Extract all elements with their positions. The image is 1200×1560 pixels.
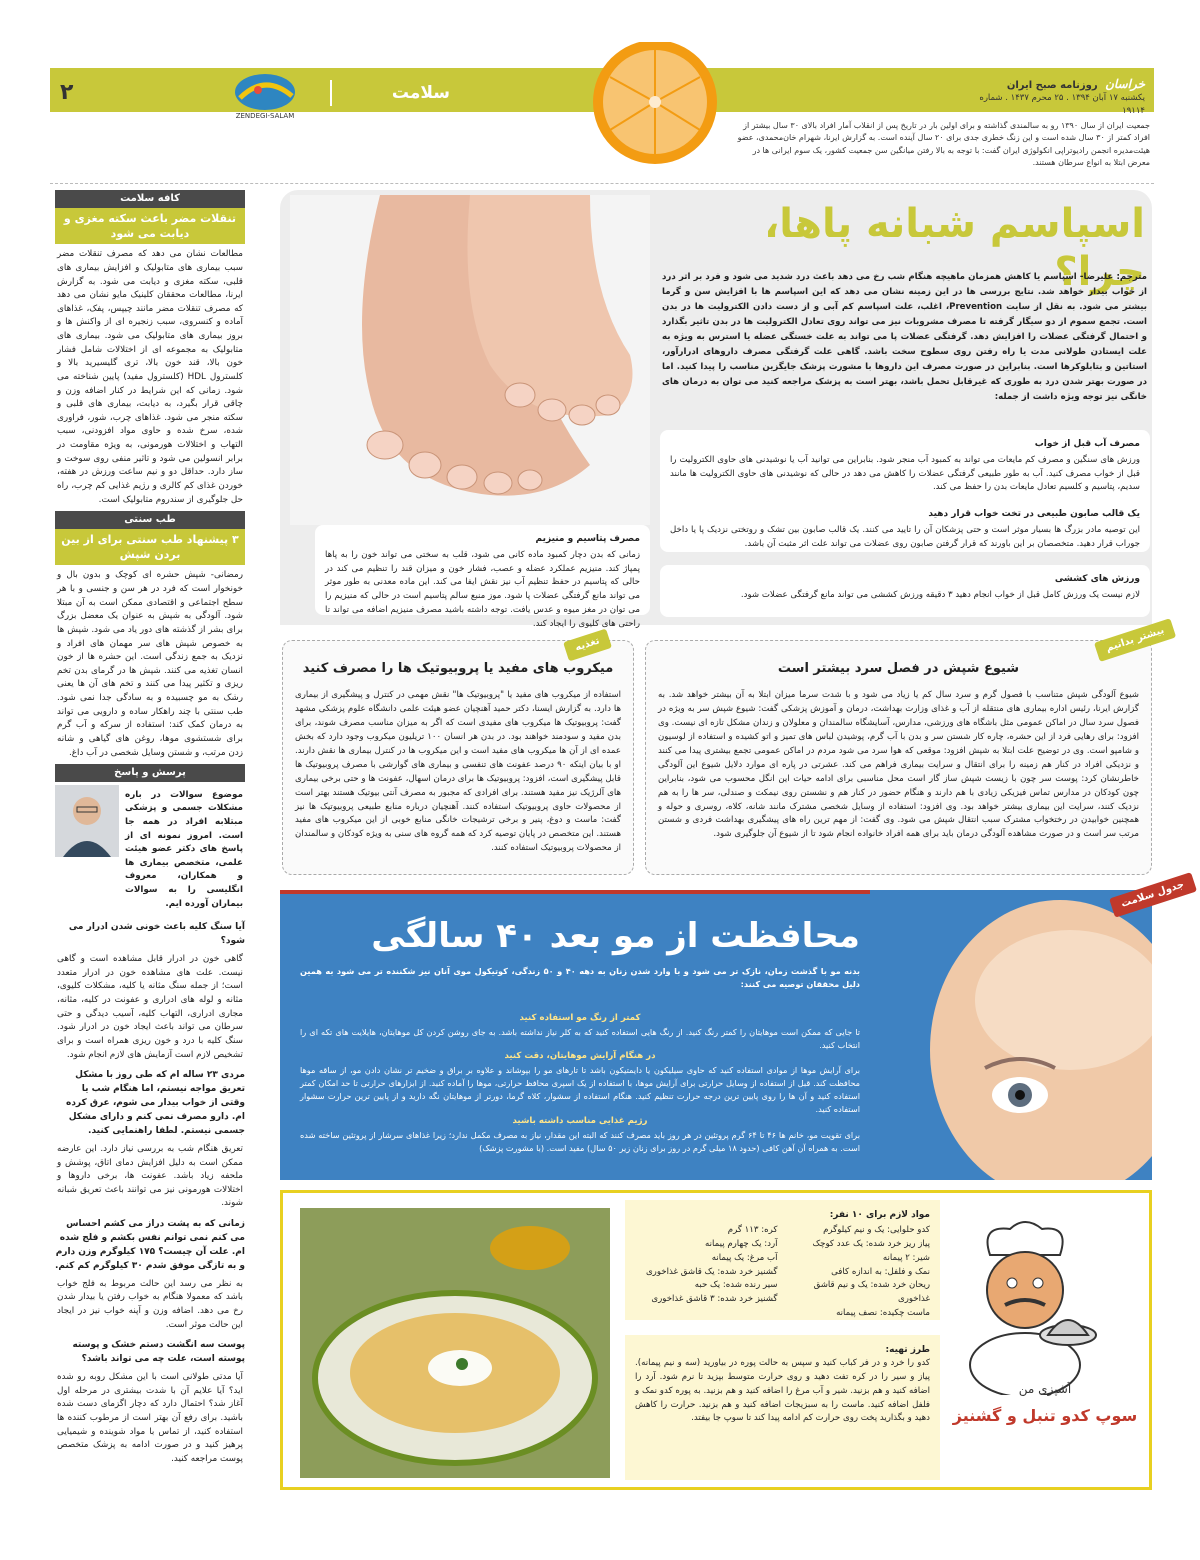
ingredient-item: ریحان خرد شده: یک و نیم قاشق غذاخوری <box>813 1280 930 1305</box>
tip-card <box>660 565 1150 617</box>
hair-section-text: تا جایی که ممکن است موهایتان را کمتر رنگ کنید. از رنگ هایی استفاده کنید که به کلر نیاز نداشته باشد. به جای روشن کردن کل موهایتان، هایلایت های تکه ای را انتخاب کنید. <box>300 1026 860 1050</box>
tip-title: مصرف آب قبل از خواب <box>1034 439 1140 449</box>
hair-article-intro: بدنه مو با گذشت زمان، نازک تر می شود و با وارد شدن زنان به دهه ۴۰ و ۵۰ زندگی، کوتیکول موی آنان نیز شکننده تر می شود به همین دلیل محققان توصیه می کنند: <box>300 966 860 990</box>
qa-section-title: پرسش و پاسخ <box>55 764 245 782</box>
ingredient-item: سیر رنده شده: یک حبه <box>694 1280 778 1291</box>
recipe-section-tag: آشپزی من <box>1018 1382 1072 1396</box>
doctor-portrait <box>55 785 119 857</box>
qa-question: پوست سه انگشت دستم خشک و پوسته پوسته است، علت چه می تواند باشد؟ <box>72 1340 245 1365</box>
tip-text: زمانی که بدن دچار کمبود ماده کانی می شود، قلب به سختی می تواند خون را به پاها پمپاژ کند. منیزیم عملکرد عضله و عصب، فشار خون و میزان قند را تنظیم می کند در حالی که پتاسیم در حفظ تنظیم آب نیز نقش ایفا می کند. این ماده معدنی به طور موثر می تواند مانع گرفتگی عضلات پا شود. موز منبع سالم پتاسیم است در حالی که منیزیم را می توان در مغز میوه و عدس یافت. توجه داشته باشید مصرف منیزیم اضافه می تواند تا راحتی های کلیوی را ایجاد کند. <box>325 549 640 629</box>
ingredient-item: شیر: ۲ پیمانه <box>882 1252 930 1263</box>
know-more-badge: بیشتر بدانیم <box>1094 618 1177 661</box>
soup-bowl-photo <box>300 1208 610 1478</box>
hair-section-title: رژیم غذایی مناسب داشته باشید <box>512 1116 648 1126</box>
traditional-headline: ۳ پیشنهاد طب سنتی برای از بین بردن شپش <box>55 529 245 566</box>
bald-man-photo <box>870 890 1152 1180</box>
chef-illustration <box>950 1215 1100 1395</box>
hair-section-text: برای تقویت مو، خانم ها ۴۶ تا ۶۴ گرم پروتئین در هر روز باید مصرف کنند که البته این مقدار، نیاز به مصرف مکمل ندارد؛ زیرا غذاهای سرشار از پروتئین ساخته شده است. به همراه آن آهن کافی (حدود ۱۸ میلی گرم در روز برای زنان زیر ۵۰ سال) مفید است. (با مشورت پزشک) <box>300 1129 860 1153</box>
hair-section-text: برای آرایش موها از موادی استفاده کنید که حاوی سیلیکون یا دایمتیکون باشد تا تارهای مو را بپوشاند و علاوه بر براق و ضخیم تر نشان دادن مو، از ساقه موها محافظت کند. قبل از استفاده از وسایل حرارتی برای آرایش موها، با استفاده از یک اسپری محافظ حرارتی، موها را آماده کنید. از ابزارهای حرارتی تا حد امکان کمتر استفاده کنید و آن ها را روی پایین ترین درجه حرارت تنظیم کنید. هنگام استفاده از سشوار، کلاه گرما، دورتر از موهایتان نگه دارید و از پایین ترین حرارت سشوار استفاده کنید. <box>300 1064 860 1115</box>
tip-text: این توصیه مادر بزرگ ها بسیار موثر است و حتی پزشکان آن را تایید می کنند. یک قالب صابون بین تشک و روتختی نزدیک پا یا داخل جوراب قرار دهید. متخصصان بر این باورند که قرار گرفتن صابون روی عضلات می تواند علت اثر مثبت آن باشد. <box>670 524 1140 549</box>
hair-section <box>300 1012 860 1052</box>
cafe-headline: تنقلات مضر باعث سکته مغزی و دیابت می شود <box>55 208 245 245</box>
tip-card <box>660 500 1150 552</box>
hair-section-title: کمتر از رنگ مو استفاده کنید <box>519 1013 641 1023</box>
qa-answer: گاهی خون در ادرار قابل مشاهده است و گاهی نیست. علت های مشاهده خون در ادرار متعدد است؛ از جمله سنگ مثانه یا کلیه، مشکلات کلیوی، مثانه و لوله های ادراری و عفونت در کلیه، مثانه، مجاری ادراری، التهاب کلیه، آسیب دیدگی و حتی سرطان می تواند باعث ایجاد خون در ادرار شود. سنگ کلیه با درد و خون ریزی همراه است و برای تشخیص لازم است آزمایش های لازم انجام شود. <box>57 954 243 1060</box>
qa-header <box>55 782 245 919</box>
qa-answer: تعریق هنگام شب به بررسی نیاز دارد. این عارضه ممکن است به دلیل افزایش دمای اتاق، پوشش و ملحفه زیاد باشد. عفونت ها، برخی داروها و اختلالات هورمونی نیز می توانند باعث تعریق شبانه شوند. <box>57 1143 243 1209</box>
tip-text: لازم نیست یک ورزش کامل قبل از خواب انجام دهید ۳ دقیقه ورزش کششی می تواند مانع گرفتگی عضلات شود. <box>740 589 1140 600</box>
issue-date: یکشنبه ۱۷ آبان ۱۳۹۴ . ۲۵ محرم ۱۴۳۷ . شماره ۱۹۱۱۴ <box>979 93 1145 117</box>
ingredient-item: کره: ۱۱۳ گرم <box>727 1225 778 1236</box>
paper-name <box>975 75 1145 94</box>
cafe-section-title: کافه سلامت <box>55 190 245 208</box>
hair-section <box>300 1050 860 1116</box>
zendegi-salam-logo <box>210 68 320 124</box>
page-number: ۲ <box>60 80 74 105</box>
tip-text: ورزش های سنگین و مصرف کم مایعات می تواند به کمبود آب منجر شود. بنابراین می توانید آب یا نوشیدنی های حاوی الکترولیت را قبل از خواب مصرف کنید. آب به طور طبیعی گرفتگی عضلات را کاهش می دهد در حالی که نوشیدنی های حاوی الکترولیت ها مانند سدیم، پتاسیم و کلسیم تعادل مایعات بدن را حفظ می کند. <box>670 454 1140 493</box>
tip-title: ورزش های کششی <box>1054 574 1140 584</box>
health-table-badge: جدول سلامت <box>1109 872 1196 917</box>
traditional-section-title: طب سنتی <box>55 511 245 529</box>
dashed-divider <box>50 170 1154 184</box>
ingredient-item: ماست چکیده: نصف پیمانه <box>836 1307 930 1318</box>
qa-question: آیا سنگ کلیه باعث خونی شدن ادرار می شود؟ <box>68 922 245 947</box>
hair-article-title: محافظت از مو بعد ۴۰ سالگی <box>371 916 860 956</box>
ingredients-box <box>625 1200 940 1320</box>
ingredient-item: کدو حلوایی: یک و نیم کیلوگرم <box>823 1225 930 1236</box>
ingredient-item: آرد: یک چهارم پیمانه <box>705 1239 778 1250</box>
qa-question: زمانی که به پشت دراز می کشم احساس می کنم نمی توانم نفس بکشم و فلج شده ام. علت آن چیست؟ ۱۷۵ کیلوگرم وزن دارم و به تازگی موفق شدم ۳۰ کیلوگرم کم کنم. <box>55 1219 245 1271</box>
nutrition-badge: تغذیه <box>563 629 612 661</box>
probiotic-article <box>282 640 634 875</box>
qa-answer: به نظر می رسد این حالت مربوط به فلج خواب باشد که معمولا هنگام به خواب رفتن یا بیدار شدن رخ می دهد. اضافه وزن و آپنه خواب نیز در ایجاد این حالت موثر است. <box>57 1278 243 1330</box>
method-text: کدو را خرد و در فر کباب کنید و سپس به حالت پوره در بیاورید (سه و نیم پیمانه). پیاز و سیر را در کره تفت دهید و روی حرارت متوسط بپزید تا نرم شود. آرد را اضافه کنید و هم بزنید. شیر و آب مرغ را اضافه کنید و هم بزنید. به پوره کدو نمک و فلفل اضافه کنید. ماست را به سبزیجات اضافه کنید و هم بزنید. حرارت را کاهش دهید و بگذارید پخت روی حرارت کم ادامه پیدا کند تا سوپ جا بیفتد. <box>635 1358 930 1424</box>
feet-photo <box>290 195 650 525</box>
lead-news: جمعیت ایران از سال ۱۳۹۰ رو به سالمندی گذاشته و برای اولین بار در تاریخ پس از انقلاب آمار افراد بالای ۳۰ سال بیشتر از افراد کمتر از ۳۰ سال شده است و این زنگ خطری جدی برای ۲۰ سال آینده است. به گزارش ایرنا، شهرام خان‌محمدی، عضو هیئت‌مدیره انجمن رادیوتراپی انکولوژی ایران گفت: با توجه به بالا رفتن میانگین سن جمعیت کشور، یک سوم ایرانی ها در معرض ابتلا به انواع سرطان هستند. <box>737 121 1150 168</box>
method-title: طرز تهیه: <box>885 1345 930 1355</box>
lice-text: شیوع آلودگی شپش متناسب با فصول گرم و سرد سال کم یا زیاد می شود و با شدت سرما میزان ابتلا به آن بیشتر خواهد شد. به گزارش ایرنا، رئیس اداره بیماری های منتقله از آب و غذای وزارت بهداشت، درمان و آموزش پزشکی گفت: شیوع شپش سر به ویژه در فصول سرد سال در اماکن عمومی مثل باشگاه های ورزشی، مدارس، آسایشگاه سالمندان و معلولان و زندان مشکل تازه ای نیست. وی افزود: برای رهایی فرد از این حشره، چاره کار شستن سر و بدن با آب گرم، پوشیدن لباس های تمیز و اتو کشیده و استفاده از لوسیون و شامپو است. وی در توضیح علت ابتلا به شپش افزود: موقعی که هوا سرد می شود مردم در اماکن عمومی تجمع بیشتری پیدا می کنند و نزدیکی افراد در کنار هم زمینه را برای انتقال و سرایت بیماری فراهم می کند. عشرتی در پاره ای موارد دلایل شیوع این آلودگی خاطرنشان کرد: پوست سر چون با زیست شپش ساز گار است محل مناسبی برای ادامه حیات این انگل محسوب می شود، بنابراین چون کودکان در مدارس تماس فیزیکی زیادی با هم دارند و هنگام حضور در کنار هم و نشستن روی نیمکت و صندلی، سر ها را به هم نزدیک کنند، سرایت این بیماری بیشتر خواهد بود. وی افزود: استفاده از وسایل شخصی مشترک مانند شانه، کلاه، روسری و حوله و همچنین خوابیدن در رختخواب مشترک سبب انتقال شپش می شود. وی گفت: از مهم ترین راه های پیشگیری بهداشت فردی و شستن مرتب سر است و در صورت مشاهده آلودگی درمان باید برای همه افراد خانواده انجام شود تا از شیوع آن جلوگیری شود. <box>658 690 1139 840</box>
ingredient-item: پیاز ریز خرد شده: یک عدد کوچک <box>812 1239 930 1250</box>
ingredients-column <box>635 1224 778 1320</box>
main-article-intro: مترجم: علیرضا- اسپاسم یا کاهش همزمان ماهیچه هنگام شب رخ می دهد باعث درد شدید می شود و فرد بر اثر درد از خواب بیدار خواهد شد. نتایج بررسی ها در این زمینه نشان می دهد که این اسپاسم ها با افزایش سن و گرما بیشتر می شود. به نقل از سایت Prevention، اغلب، علت اسپاسم کم آبی و از دست دادن الکترولیت ها در بدن است. تجمع سموم از دو سیگار گرفته تا مصرف مشروبات نیز می تواند روی تعادل الکترولیت ها در بدن تاثیر بگذارد و احتمال گرفتگی عضلات را افزایش دهد. گرفتگی عضلات پا می تواند به علت خستگی عضله یا استرس به ویژه به علت ایستادن طولانی مدت یا راه رفتن روی سطوح سخت باشد. گاهی علت گرفتگی مصرف داروهای ادرارآور، استاتین و بتابلوکرها است. بنابراین در صورت مصرف این داروها با مشورت پزشک جایگزین مناسب را پیدا کنید. اما در صورت بهتر شدن درد به طوری که غیرقابل تحمل باشد، بهتر است به پزشک مراجعه کنید می توان به درمان های خانگی نیز توجه ویژه داشت از جمله: <box>662 272 1147 403</box>
qa-question: مردی ۲۳ ساله ام که طی روز با مشکل تعریق مواجه نیستم، اما هنگام شب یا وقتی از خواب بیدار می شوم، عرق کرده ام. دارو مصرف نمی کنم و دارای مشکل جسمی نیستم. لطفا راهنمایی کنید. <box>66 1070 245 1136</box>
tip-title: مصرف پتاسیم و منیزیم <box>535 534 640 544</box>
traditional-text: رمضانی- شپش حشره ای کوچک و بدون بال و خونخوار است که فرد در هر سن و جنسی و با هر سطح اجتماعی و اقتصادی ممکن است به آن مبتلا شود. آلودگی به شپش به عنوان یک معضل بزرگ برای بشر از گذشته های دور یاد می شود. شپش ها به خصوص شپش های سر مهمان های افراد و نزدیک به جمع زندگی است. این حشره ها از خون انسان تغذیه می کنند. شپش ها در گرمای بدن تخم ریزی و تکثیر پیدا می کنند و تخم های آن ها یعنی رشک به مو چسبیده و به سادگی جدا نمی شود. طب سنتی با چند راهکار ساده و دارویی می تواند به درمان کمک کند: استفاده از سرکه و آب گرم برای شستشوی موها، روغن های گیاهی و شانه زدن مرتب، و شستن وسایل شخصی در آب داغ. <box>57 570 243 758</box>
lice-article <box>645 640 1152 875</box>
ingredient-item: گشنیز خرد شده: یک قاشق غذاخوری <box>645 1266 778 1277</box>
potassium-tip-card <box>315 525 650 629</box>
paper-subtitle: روزنامه صبح ایران <box>1006 80 1098 91</box>
logo-caption: ZENDEGI-SALAM <box>235 112 295 120</box>
tip-title: یک قالب صابون طبیعی در تخت خواب قرار دهید <box>928 509 1140 519</box>
hair-section-title: در هنگام آرایش موهایتان، دقت کنید <box>504 1051 656 1061</box>
hair-section <box>300 1115 860 1155</box>
ingredients-title: مواد لازم برای ۱۰ نفر: <box>829 1210 930 1220</box>
brand-name: خراسان <box>1105 77 1145 91</box>
ingredient-item: نمک و فلفل: به اندازه کافی <box>831 1266 930 1277</box>
probiotic-title: میکروب های مفید یا پروبیوتیک ها را مصرف کنید <box>302 661 614 676</box>
lice-title: شیوع شپش در فصل سرد بیشتر است <box>777 661 1020 676</box>
cafe-text: مطالعات نشان می دهد که مصرف تنقلات مضر سبب بیماری های متابولیک و افزایش بیماری های قلبی، سکته مغزی و دیابت می شود. به گزارش ایرنا، مطالعات محققان کلینیک مایو نشان می دهد که مصرف تنقلات مضر مانند چیپس، پفک، غذاهای آماده و کنسروی، سبب زنجیره ای از واکنش ها و بروز بیماری های متابولیک می شود. بیماری های متابولیک به مجموعه ای از اختلالات شامل فشار خون بالا، قند خون بالا، تری گلیسیرید بالا و کلسترول HDL (کلسترول مفید) پایین شناخته می شود. زمانی که این شرایط در کنار اضافه وزن و چاقی قرار بگیرد، به دیابت، بیماری های قلبی و سکته منجر می شود. غذاهای چرب، شور، فراوری شده، سرخ شده و حاوی مواد افزودنی، سبب التهاب و اختلالات هورمونی، به ویژه مقاومت در برابر انسولین می شود و تاثیر منفی روی سوخت و ساز دارد. حداقل دو و نیم ساعت ورزش در هفته، خوردن غذای کم کالری و رژیم غذایی کم چرب، راه حل جلوگیری از سندروم متابولیک است. <box>57 249 243 505</box>
qa-list <box>55 921 245 1470</box>
probiotic-text: استفاده از میکروب های مفید یا "پروبیوتیک ها" نقش مهمی در کنترل و پیشگیری از بیماری ها دارد. به گزارش ایسنا، دکتر حمید آهنچیان عضو هیئت علمی دانشگاه علوم پزشکی مشهد گفت: پروبیوتیک ها میکروب های مفیدی است که اگر به میزان مناسب مصرف شوند، برای بدن مفید و سودمند خواهند بود. در بدن هر انسان ۱۰۰ تریلیون میکروب وجود دارد که بخش عمده ای از آن ها میکروب های مفید است و این میکروب ها در کنترل بیماری ها نقش دارند. او با بیان اینکه ۹۰ درصد عفونت های تنفسی و بیماری های گوارشی با مصرف پروبیوتیک ها قابل پیشگیری است، افزود: پروبیوتیک ها برای درمان اسهال، عفونت ها و حتی برخی بیماری های آلرژیک نیز مفید هستند. برای افرادی که مجبور به مصرف آنتی بیوتیک هستند بهتر است از محصولات حاوی پروبیوتیک استفاده کنند. آهنچیان درباره منابع طبیعی پروبیوتیک ها نیز گفت: ماست و دوغ، پنیر و برخی ترشیجات خانگی منابع خوبی از این میکروب های مفید هستند. این متخصص در پایان توصیه کرد که همه گروه های سنی به ویژه کودکان و سالمندان از محصولات پروبیوتیک استفاده کنند. <box>295 690 621 854</box>
section-title: سلامت <box>330 80 450 106</box>
qa-answer: آیا مدتی طولانی است با این مشکل روبه رو شده اید؟ آیا علایم آن با شدت بیشتری در مرحله اول آغاز شد؟ احتمال دارد که دچار اگزمای دست شده باشید. برای رفع آن بهتر است از مرطوب کننده ها استفاده کنید، از تماس با مواد شوینده و شیمیایی پرهیز کنید و در صورت ادامه به پزشک متخصص پوست مراجعه کنید. <box>57 1372 243 1464</box>
ingredient-item: گشنیز خرد شده: ۳ قاشق غذاخوری <box>651 1294 778 1305</box>
left-column <box>55 190 245 1490</box>
recipe-title: سوپ کدو تنبل و گشنیز <box>952 1406 1138 1425</box>
method-box <box>625 1335 940 1480</box>
qa-intro: موضوع سوالات در باره مشکلات جسمی و پزشکی مبتلابه افراد در همه جا است. امروز نمونه ای از پاسخ های دکتر عضو هیئت علمی، متخصص بیماری ها و همکاران، معروف انگلیسی را به سوالات بیماران آورده ایم. <box>125 789 243 909</box>
ingredients-column <box>788 1224 931 1320</box>
ingredient-item: آب مرغ: یک پیمانه <box>711 1252 778 1263</box>
main-article-title: اسپاسم شبانه پاها، چرا؟ <box>764 201 1145 295</box>
